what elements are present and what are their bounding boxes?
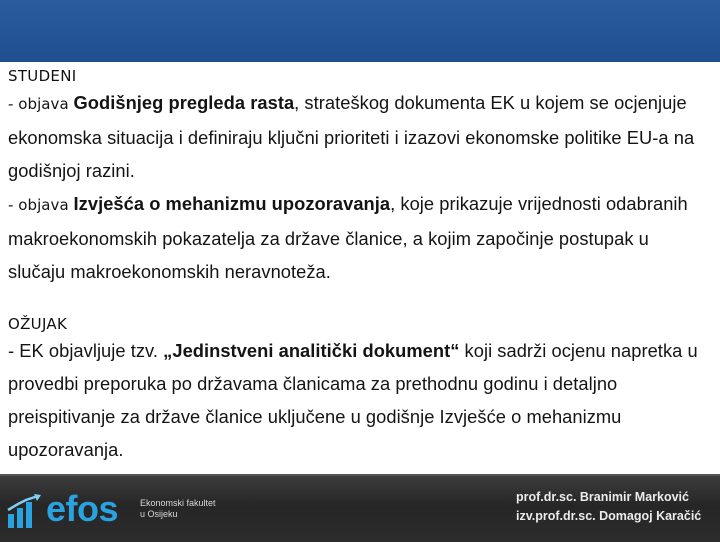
- list-item: - objava Izvješća o mehanizmu upozoravanja, koje prikazuje vrijednosti odabranih makroekonomskih pokazatelja za države članice, a kojim započinje postupak u slučaju makroekonomskih neravnoteža.: [8, 193, 688, 282]
- header-band: [0, 0, 720, 64]
- highlight-text: Godišnjeg pregleda rasta: [73, 92, 295, 113]
- section-heading: STUDENI: [8, 67, 77, 85]
- highlight-text: Izvješća o mehanizmu upozoravanja: [73, 193, 391, 214]
- logo-subtitle: Ekonomski fakultet u Osijeku: [140, 498, 216, 519]
- footer-band: [0, 474, 720, 542]
- efos-logo: [6, 486, 266, 532]
- logo-wordmark: efos: [46, 488, 119, 529]
- highlight-text: „Jedinstveni analitički dokument“: [163, 340, 460, 361]
- list-item: - EK objavljuje tzv. „Jedinstveni analitički dokument“ koji sadrži ocjenu napretka u provedbi preporuka po državama članicama za prethodnu godinu i detaljno preispitivanje za države članice uključene u godišnje Izvješće o mehanizmu upozoravanja.: [8, 340, 698, 460]
- list-item: - objava Godišnjeg pregleda rasta, strateškog dokumenta EK u kojem se ocjenjuje ekonomska situacija i definiraju ključni prioriteti i izazovi ekonomske politike EU-a na godišnjoj razini.: [8, 92, 695, 181]
- author-2: izv.prof.dr.sc. Domagoj Karačić: [516, 509, 702, 523]
- section-ozujak: [8, 314, 708, 466]
- slide-content: [0, 62, 720, 474]
- author-1: prof.dr.sc. Branimir Marković: [516, 490, 689, 504]
- section-heading: OŽUJAK: [8, 315, 68, 333]
- section-studeni: [8, 66, 708, 288]
- author-credits: [516, 488, 701, 526]
- bar-chart-icon: [6, 494, 42, 530]
